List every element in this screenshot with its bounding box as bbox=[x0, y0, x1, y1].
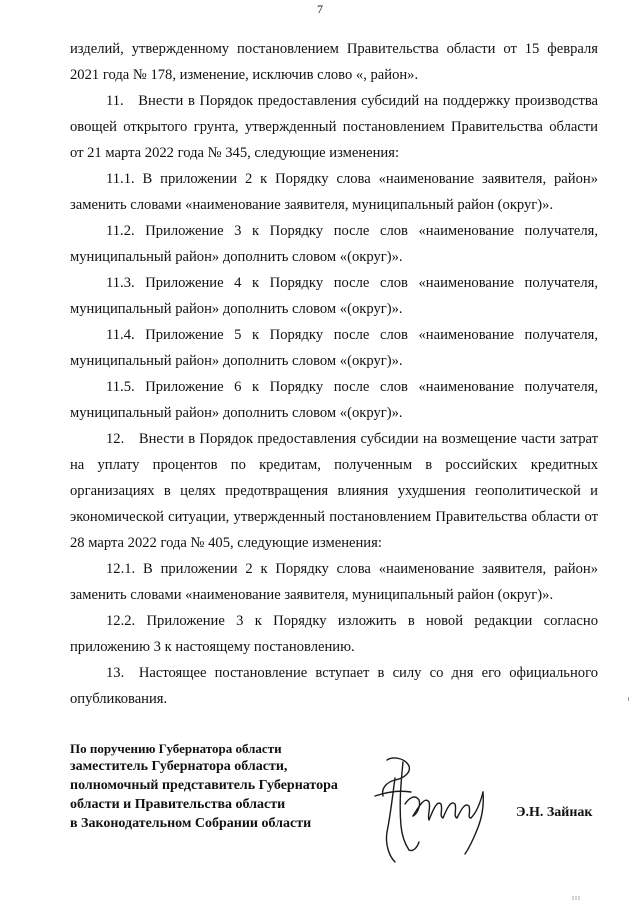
signatory-name: Э.Н. Зайнак bbox=[516, 805, 593, 820]
page-number: 7 bbox=[317, 2, 323, 16]
signature-position-line-3: области и Правительства области bbox=[70, 797, 286, 812]
handwritten-signature-icon bbox=[365, 752, 495, 867]
paragraph-item-13: 13. Настоящее постановление вступает в силу со дня его официального опубликования. bbox=[70, 665, 598, 707]
document-body bbox=[70, 36, 598, 712]
margin-tick bbox=[628, 697, 629, 701]
signature-position-line-1: заместитель Губернатора области, bbox=[70, 759, 288, 774]
paragraph-item-12-2: 12.2. Приложение 3 к Порядку изложить в новой редакции согласно приложению 3 к настоящему постановлению. bbox=[70, 613, 598, 655]
paragraph-continuation: изделий, утвержденному постановлением Правительства области от 15 февраля 2021 года № 178, изменение, исключив слово «, район». bbox=[70, 41, 598, 83]
paragraph-item-11-5: 11.5. Приложение 6 к Порядку после слов «наименование получателя, муниципальный район» дополнить словом «(округ)». bbox=[70, 379, 598, 421]
signature-position-line-4: в Законодательном Собрании области bbox=[70, 816, 312, 831]
signature-authority-line: По поручению Губернатора области bbox=[70, 741, 282, 756]
paragraph-item-11: 11. Внести в Порядок предоставления субсидий на поддержку производства овощей открытого грунта, утвержденный постановлением Правительства области от 21 марта 2022 года № 345, следующие изменения: bbox=[70, 93, 598, 161]
paragraph-item-12-1: 12.1. В приложении 2 к Порядку слова «наименование заявителя, район» заменить словами «наименование заявителя, муниципальный район (округ)». bbox=[70, 561, 598, 603]
paragraph-item-12: 12. Внести в Порядок предоставления субсидии на возмещение части затрат на уплату процентов по кредитам, полученным в российских кредитных организациях в целях предотвращения влияния ухудшения геополитической и экономической ситуации, утвержденный постановлением Правительства области от 28 марта 2022 года № 405, следующие изменения: bbox=[70, 431, 598, 551]
paragraph-item-11-2: 11.2. Приложение 3 к Порядку после слов «наименование получателя, муниципальный район» дополнить словом «(округ)». bbox=[70, 223, 598, 265]
signature-position-line-2: полномочный представитель Губернатора bbox=[70, 778, 338, 793]
scan-mark: ІІІ bbox=[572, 896, 581, 902]
paragraph-item-11-1: 11.1. В приложении 2 к Порядку слова «наименование заявителя, район» заменить словами «наименование заявителя, муниципальный район (округ)». bbox=[70, 171, 598, 213]
paragraph-item-11-3: 11.3. Приложение 4 к Порядку после слов «наименование получателя, муниципальный район» дополнить словом «(округ)». bbox=[70, 275, 598, 317]
signature-block bbox=[70, 740, 600, 833]
paragraph-item-11-4: 11.4. Приложение 5 к Порядку после слов «наименование получателя, муниципальный район» дополнить словом «(округ)». bbox=[70, 327, 598, 369]
